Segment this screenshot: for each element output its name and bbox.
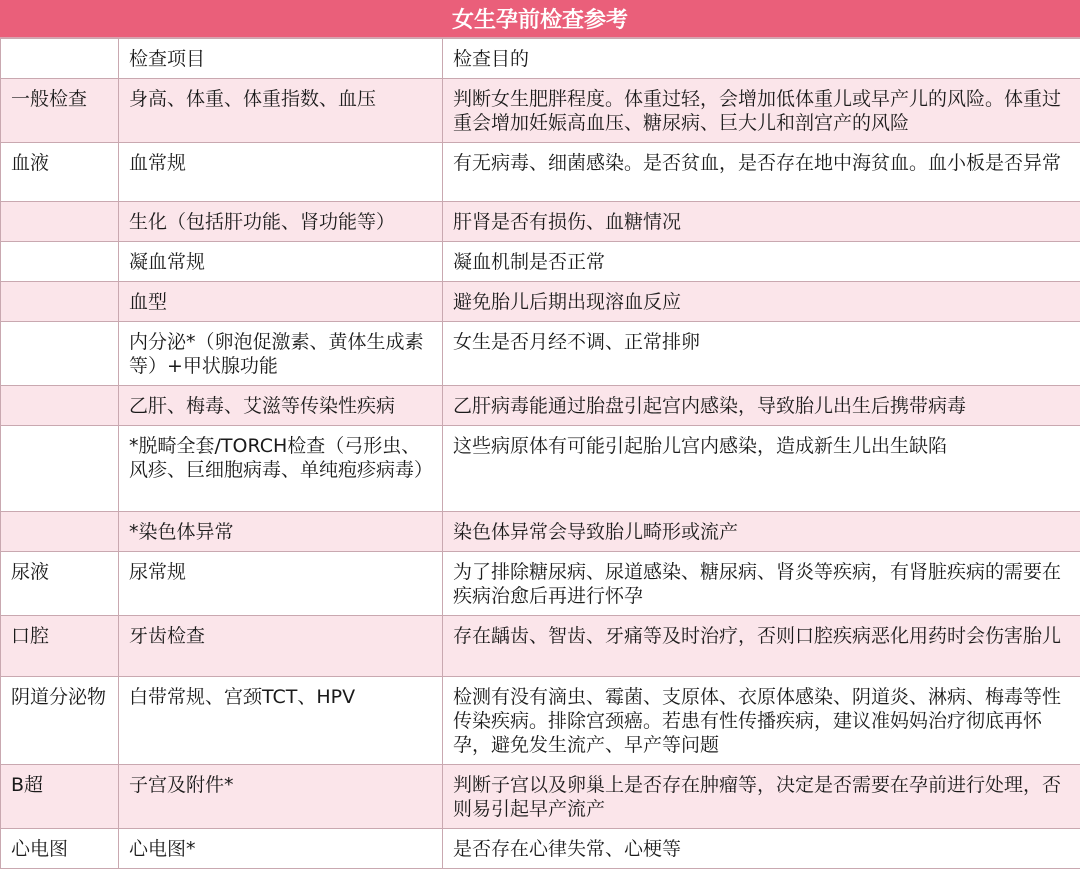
row-category <box>1 512 119 552</box>
table-row <box>1 386 1080 426</box>
checkup-table <box>0 38 1080 869</box>
row-purpose: 凝血机制是否正常 <box>443 242 1080 282</box>
row-category: 一般检查 <box>1 79 119 143</box>
row-category: 心电图 <box>1 829 119 869</box>
table-header-row <box>1 39 1080 79</box>
row-category <box>1 202 119 242</box>
row-purpose: 检测有没有滴虫、霉菌、支原体、衣原体感染、阴道炎、淋病、梅毒等性传染疾病。排除宫颈癌。若患有性传播疾病，建议准妈妈治疗彻底再怀孕，避免发生流产、早产等问题 <box>443 677 1080 765</box>
table-row <box>1 426 1080 512</box>
row-item: 血型 <box>119 282 443 322</box>
row-category: 尿液 <box>1 552 119 616</box>
row-item: 乙肝、梅毒、艾滋等传染性疾病 <box>119 386 443 426</box>
table-row <box>1 616 1080 677</box>
row-purpose: 判断子宫以及卵巢上是否存在肿瘤等，决定是否需要在孕前进行处理，否则易引起早产流产 <box>443 765 1080 829</box>
table-row <box>1 512 1080 552</box>
row-item: 子宫及附件* <box>119 765 443 829</box>
row-purpose: 为了排除糖尿病、尿道感染、糖尿病、肾炎等疾病，有肾脏疾病的需要在疾病治愈后再进行怀孕 <box>443 552 1080 616</box>
row-purpose: 有无病毒、细菌感染。是否贫血，是否存在地中海贫血。血小板是否异常 <box>443 143 1080 202</box>
row-category <box>1 282 119 322</box>
row-category: B超 <box>1 765 119 829</box>
header-category <box>1 39 119 79</box>
row-category <box>1 322 119 386</box>
table-row <box>1 677 1080 765</box>
row-item: 白带常规、宫颈TCT、HPV <box>119 677 443 765</box>
row-purpose: 这些病原体有可能引起胎儿宫内感染，造成新生儿出生缺陷 <box>443 426 1080 512</box>
row-purpose: 是否存在心律失常、心梗等 <box>443 829 1080 869</box>
row-purpose: 肝肾是否有损伤、血糖情况 <box>443 202 1080 242</box>
row-item: 生化（包括肝功能、肾功能等） <box>119 202 443 242</box>
row-item: 牙齿检查 <box>119 616 443 677</box>
row-purpose: 避免胎儿后期出现溶血反应 <box>443 282 1080 322</box>
row-item: 内分泌*（卵泡促激素、黄体生成素等）+甲状腺功能 <box>119 322 443 386</box>
row-item: 尿常规 <box>119 552 443 616</box>
table-row <box>1 322 1080 386</box>
table-row <box>1 552 1080 616</box>
row-category <box>1 242 119 282</box>
row-category <box>1 426 119 512</box>
page-title: 女生孕前检查参考 <box>0 0 1080 38</box>
row-item: 凝血常规 <box>119 242 443 282</box>
row-item: 血常规 <box>119 143 443 202</box>
header-item: 检查项目 <box>119 39 443 79</box>
row-purpose: 女生是否月经不调、正常排卵 <box>443 322 1080 386</box>
row-category: 血液 <box>1 143 119 202</box>
row-category: 口腔 <box>1 616 119 677</box>
row-category: 阴道分泌物 <box>1 677 119 765</box>
row-purpose: 判断女生肥胖程度。体重过轻，会增加低体重儿或早产儿的风险。体重过重会增加妊娠高血压、糖尿病、巨大儿和剖宫产的风险 <box>443 79 1080 143</box>
row-purpose: 存在龋齿、智齿、牙痛等及时治疗，否则口腔疾病恶化用药时会伤害胎儿 <box>443 616 1080 677</box>
table-row <box>1 143 1080 202</box>
table-row <box>1 829 1080 869</box>
row-item: 身高、体重、体重指数、血压 <box>119 79 443 143</box>
table-row <box>1 765 1080 829</box>
row-category <box>1 386 119 426</box>
row-purpose: 乙肝病毒能通过胎盘引起宫内感染，导致胎儿出生后携带病毒 <box>443 386 1080 426</box>
table-row <box>1 202 1080 242</box>
row-item: 心电图* <box>119 829 443 869</box>
table-row <box>1 79 1080 143</box>
row-item: *染色体异常 <box>119 512 443 552</box>
row-item: *脱畸全套/TORCH检查（弓形虫、风疹、巨细胞病毒、单纯疱疹病毒） <box>119 426 443 512</box>
row-purpose: 染色体异常会导致胎儿畸形或流产 <box>443 512 1080 552</box>
table-row <box>1 242 1080 282</box>
header-purpose: 检查目的 <box>443 39 1080 79</box>
table-row <box>1 282 1080 322</box>
